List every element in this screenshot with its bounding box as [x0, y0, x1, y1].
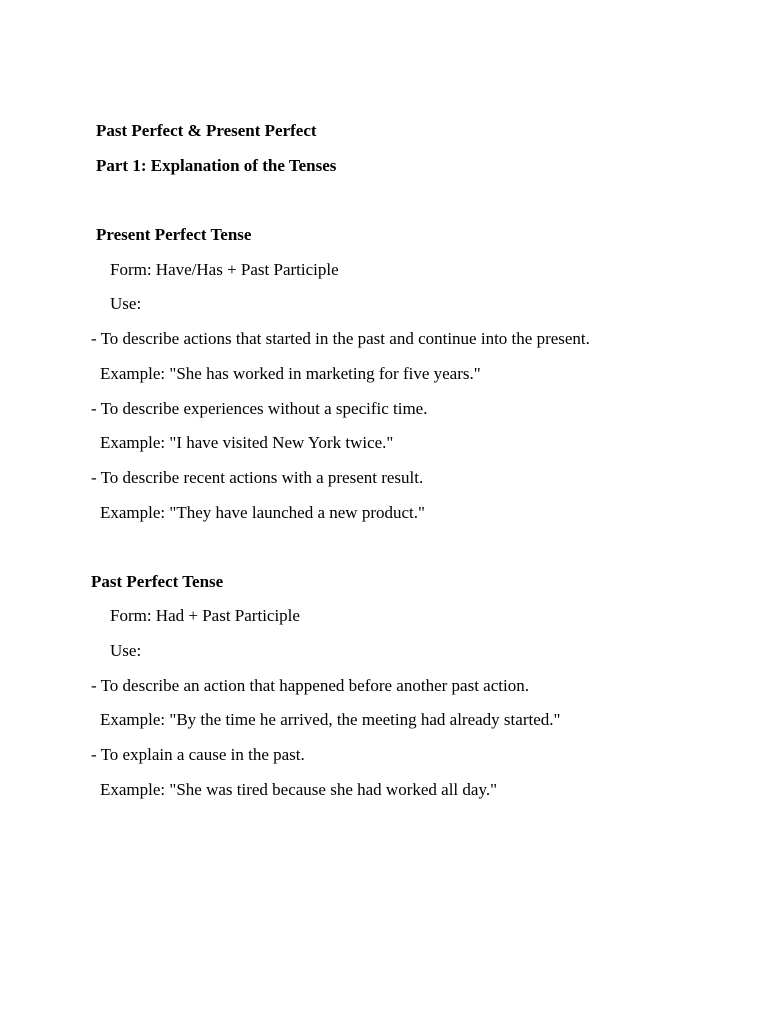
present-perfect-form: Form: Have/Has + Past Participle: [110, 260, 339, 279]
present-perfect-example-2: Example: "I have visited New York twice.": [100, 433, 394, 452]
past-perfect-use-2: - To explain a cause in the past.: [91, 745, 305, 764]
past-perfect-use-1: - To describe an action that happened before another past action.: [91, 676, 529, 695]
present-perfect-use-2: - To describe experiences without a specific time.: [91, 399, 428, 418]
present-perfect-example-3: Example: "They have launched a new product.": [100, 503, 425, 522]
present-perfect-heading: Present Perfect Tense: [96, 225, 252, 244]
past-perfect-heading: Past Perfect Tense: [91, 572, 224, 591]
part-heading: Part 1: Explanation of the Tenses: [96, 156, 337, 175]
past-perfect-example-2: Example: "She was tired because she had worked all day.": [100, 780, 498, 799]
past-perfect-form: Form: Had + Past Participle: [110, 606, 300, 625]
present-perfect-use-3: - To describe recent actions with a present result.: [91, 468, 424, 487]
present-perfect-use-label: Use:: [110, 294, 142, 313]
past-perfect-use-label: Use:: [110, 641, 142, 660]
present-perfect-example-1: Example: "She has worked in marketing for five years.": [100, 364, 481, 383]
document-title: Past Perfect & Present Perfect: [96, 121, 317, 140]
present-perfect-use-1: - To describe actions that started in the past and continue into the present.: [91, 329, 590, 348]
past-perfect-example-1: Example: "By the time he arrived, the meeting had already started.": [100, 710, 561, 729]
